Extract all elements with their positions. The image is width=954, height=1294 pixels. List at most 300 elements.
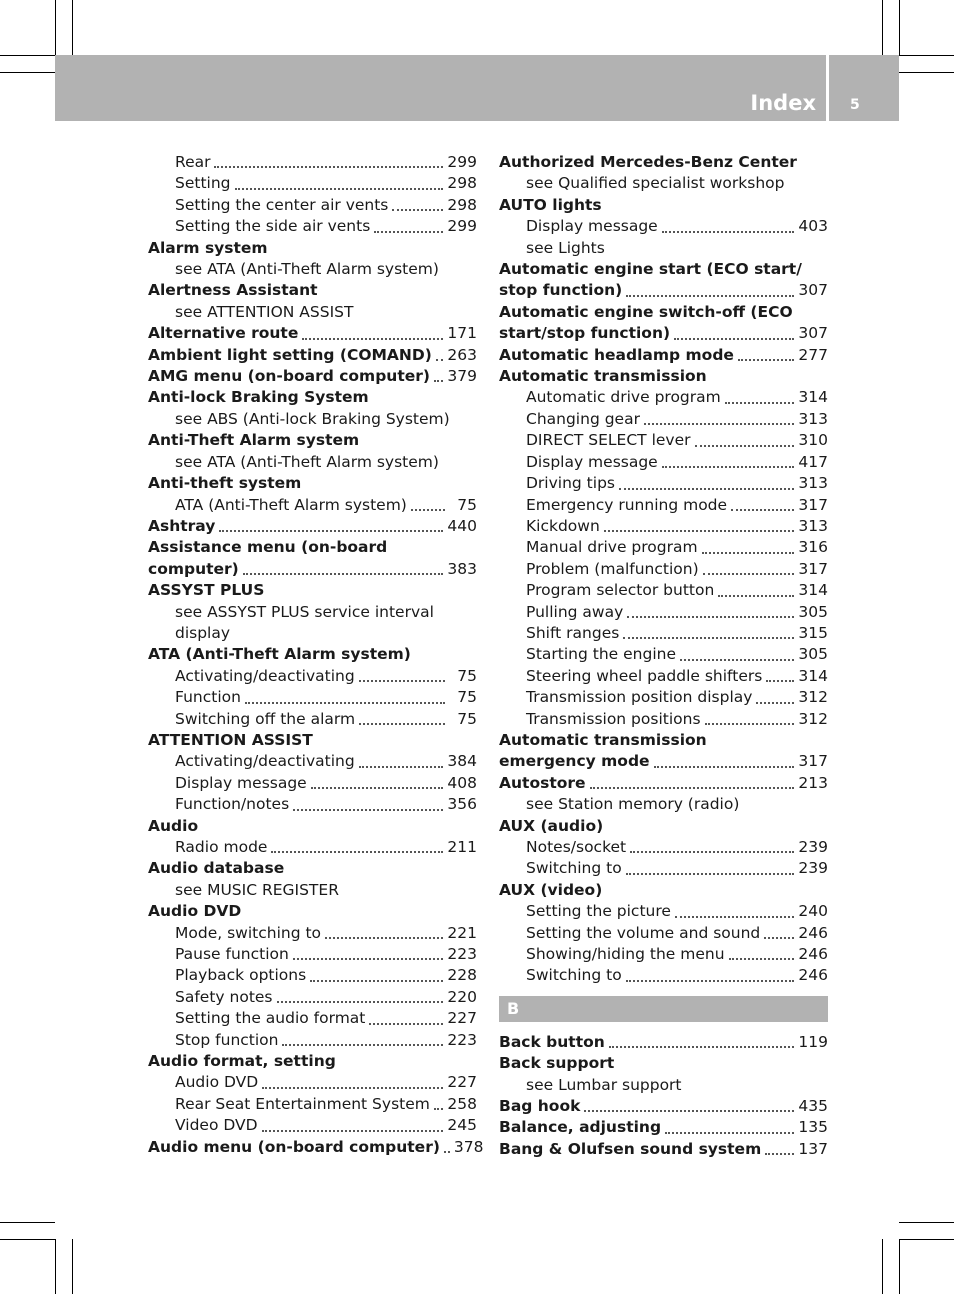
page-reference[interactable]: 246 <box>798 945 828 964</box>
crop-mark <box>0 55 55 56</box>
index-subentry <box>148 602 477 623</box>
entry-label: Display message <box>175 773 307 792</box>
page-reference[interactable]: 312 <box>798 688 828 707</box>
page-reference[interactable]: 307 <box>798 324 828 343</box>
page-reference[interactable]: 223 <box>447 1030 477 1049</box>
entry-label: see Qualified specialist workshop <box>526 174 785 193</box>
index-subentry[interactable] <box>499 623 828 644</box>
index-subentry[interactable] <box>499 901 828 922</box>
crop-mark <box>55 1239 56 1294</box>
index-subentry[interactable] <box>148 1030 477 1051</box>
page-reference[interactable]: 435 <box>798 1097 828 1116</box>
page-reference[interactable]: 245 <box>447 1116 477 1135</box>
entry-label: AMG menu (on-board computer) <box>148 367 430 386</box>
entry-label: Audio <box>148 816 199 835</box>
entry-label: Activating/deactivating <box>175 752 355 771</box>
index-subentry[interactable] <box>499 666 828 687</box>
entry-label: Alertness Assistant <box>148 281 318 300</box>
page-reference[interactable]: 356 <box>447 795 477 814</box>
index-entry[interactable] <box>499 280 828 301</box>
page-reference[interactable]: 305 <box>798 602 828 621</box>
dot-leader <box>310 980 443 982</box>
index-entry[interactable] <box>148 1137 484 1158</box>
index-subentry[interactable] <box>148 751 477 772</box>
section-header: B <box>499 996 828 1022</box>
dot-leader <box>325 937 443 939</box>
dot-leader <box>665 1132 794 1134</box>
page-reference[interactable]: 227 <box>447 1009 477 1028</box>
index-subentry[interactable] <box>148 1008 477 1029</box>
page-reference[interactable]: 298 <box>447 174 477 193</box>
dot-leader <box>434 1108 444 1110</box>
page-reference[interactable]: 314 <box>798 581 828 600</box>
page-reference[interactable]: 313 <box>798 516 828 535</box>
entry-label: see ASSYST PLUS service interval <box>175 602 434 621</box>
index-subentry[interactable] <box>148 195 477 216</box>
entry-label: Alternative route <box>148 324 299 343</box>
dot-leader <box>436 359 444 361</box>
page-title: Index <box>750 91 816 115</box>
page-reference[interactable]: 213 <box>798 773 828 792</box>
dot-leader <box>627 616 794 618</box>
index-subentry[interactable] <box>148 1094 477 1115</box>
entry-label: Mode, switching to <box>175 923 322 942</box>
entry-label: Video DVD <box>175 1116 258 1135</box>
index-subentry[interactable] <box>148 495 477 516</box>
index-subentry <box>499 1075 828 1096</box>
dot-leader <box>675 916 794 918</box>
entry-label: Automatic transmission <box>499 367 707 386</box>
dot-leader <box>703 573 795 575</box>
crop-mark <box>899 72 954 73</box>
entry-label: Ambient light setting (COMAND) <box>148 345 432 364</box>
entry-label: Display message <box>526 217 658 236</box>
page-reference[interactable]: 277 <box>798 345 828 364</box>
page-number: 5 <box>850 97 860 113</box>
index-entry <box>148 537 477 558</box>
dot-leader <box>764 937 794 939</box>
page-reference[interactable]: 137 <box>798 1139 828 1158</box>
crop-mark <box>899 1239 900 1294</box>
dot-leader <box>271 851 443 853</box>
entry-label: Setting the audio format <box>175 1009 366 1028</box>
entry-label: ATTENTION ASSIST <box>148 730 313 749</box>
index-entry <box>499 195 828 216</box>
page-reference[interactable]: 383 <box>447 559 477 578</box>
entry-label: Switching off the alarm <box>175 709 356 728</box>
crop-mark <box>0 1239 55 1240</box>
entry-label: Audio DVD <box>175 1073 259 1092</box>
index-subentry[interactable] <box>499 644 828 665</box>
index-entry <box>148 816 477 837</box>
entry-label: Switching to <box>526 859 622 878</box>
entry-label: Authorized Mercedes-Benz Center <box>499 153 797 171</box>
index-subentry[interactable] <box>148 794 477 815</box>
index-subentry[interactable] <box>148 173 477 194</box>
dot-leader <box>293 809 443 811</box>
index-subentry[interactable] <box>148 1115 477 1136</box>
page-reference[interactable]: 211 <box>447 838 477 856</box>
entry-label: Function <box>175 688 241 707</box>
page-reference[interactable]: 317 <box>798 752 828 771</box>
index-entry[interactable] <box>499 773 828 794</box>
index-entry[interactable] <box>148 366 477 387</box>
dot-leader <box>434 380 443 382</box>
page-reference[interactable]: 384 <box>447 752 477 771</box>
dot-leader <box>705 723 795 725</box>
page-reference[interactable]: 317 <box>798 559 828 578</box>
index-entry[interactable] <box>499 323 828 344</box>
page-reference[interactable]: 135 <box>798 1118 828 1137</box>
index-entry[interactable] <box>499 345 828 366</box>
index-entry <box>499 1053 828 1074</box>
page-reference[interactable]: 119 <box>798 1032 828 1051</box>
entry-label: Audio database <box>148 859 285 878</box>
entry-label: AUTO lights <box>499 195 602 214</box>
entry-label: ATA (Anti-Theft Alarm system) <box>175 495 407 514</box>
index-subentry[interactable] <box>148 773 477 794</box>
page-reference[interactable]: 313 <box>798 474 828 493</box>
entry-label: Shift ranges <box>526 623 620 642</box>
dot-leader <box>359 680 445 682</box>
entry-label: Showing/hiding the menu <box>526 945 725 964</box>
index-subentry[interactable] <box>499 965 828 986</box>
index-entry[interactable] <box>499 1096 828 1117</box>
index-subentry[interactable] <box>499 516 828 537</box>
entry-label: Rear Seat Entertainment System <box>175 1094 430 1113</box>
page-reference[interactable]: 263 <box>447 345 477 364</box>
index-subentry[interactable] <box>499 559 828 580</box>
page-reference[interactable]: 403 <box>798 217 828 236</box>
entry-label: Starting the engine <box>526 645 676 664</box>
entry-label: Driving tips <box>526 474 615 493</box>
index-subentry[interactable] <box>499 858 828 879</box>
entry-label: Anti-theft system <box>148 474 302 493</box>
page-reference[interactable]: 378 <box>453 1137 484 1156</box>
entry-label: Automatic transmission <box>499 730 707 749</box>
crop-mark <box>0 72 55 73</box>
entry-label: Balance, adjusting <box>499 1118 662 1137</box>
index-entry <box>499 816 828 837</box>
index-subentry[interactable] <box>148 965 477 986</box>
entry-label: Automatic engine start (ECO start/ <box>499 260 802 279</box>
dot-leader <box>262 1087 443 1089</box>
crop-mark <box>899 0 900 55</box>
entry-label: Manual drive program <box>526 538 698 557</box>
entry-label: Activating/deactivating <box>175 666 355 685</box>
header-divider <box>826 55 829 121</box>
entry-label: Pause function <box>175 945 289 964</box>
crop-mark <box>882 0 883 55</box>
index-subentry <box>148 259 477 280</box>
entry-label: Autostore <box>499 773 586 792</box>
index-subentry[interactable] <box>148 1072 477 1093</box>
entry-label: emergency mode <box>499 752 650 771</box>
index-subentry[interactable] <box>148 687 477 708</box>
crop-mark <box>899 1222 954 1223</box>
dot-leader <box>359 766 444 768</box>
entry-label: Automatic headlamp mode <box>499 345 734 364</box>
crop-mark <box>72 1239 73 1294</box>
index-entry <box>148 1051 477 1072</box>
index-entry[interactable] <box>148 516 477 537</box>
page-reference[interactable]: 312 <box>798 709 828 728</box>
index-subentry <box>499 794 828 815</box>
entry-label: Playback options <box>175 966 307 985</box>
entry-label: Safety notes <box>175 987 273 1006</box>
index-subentry[interactable] <box>499 430 828 451</box>
index-subentry[interactable] <box>148 837 477 858</box>
entry-label: Setting the volume and sound <box>526 923 761 942</box>
index-column-left <box>148 152 484 1158</box>
page-reference[interactable]: 317 <box>798 495 828 514</box>
index-entry <box>148 280 477 301</box>
entry-label: ASSYST PLUS <box>148 581 265 600</box>
index-subentry[interactable] <box>148 944 477 965</box>
dot-leader <box>411 509 445 511</box>
dot-leader <box>392 209 443 211</box>
index-subentry[interactable] <box>499 709 828 730</box>
dot-leader <box>729 958 795 960</box>
dot-leader <box>235 188 444 190</box>
dot-leader <box>444 1151 450 1153</box>
entry-label: Back button <box>499 1032 605 1051</box>
entry-label: Audio format, setting <box>148 1052 336 1071</box>
dot-leader <box>374 231 443 233</box>
page-reference[interactable]: 316 <box>798 538 828 557</box>
index-subentry[interactable] <box>148 216 477 237</box>
entry-label: Setting the side air vents <box>175 217 371 236</box>
index-entry <box>499 880 828 901</box>
dot-leader <box>214 166 443 168</box>
page-reference[interactable]: 307 <box>798 281 828 300</box>
index-entry <box>148 901 477 922</box>
dot-leader <box>662 231 795 233</box>
entry-label: Setting <box>175 174 231 193</box>
entry-label: Function/notes <box>175 795 290 814</box>
index-subentry[interactable] <box>499 944 828 965</box>
dot-leader <box>243 573 444 575</box>
index-entry <box>148 580 477 601</box>
index-subentry <box>148 409 477 430</box>
entry-label: Steering wheel paddle shifters <box>526 666 763 685</box>
entry-label: Emergency running mode <box>526 495 728 514</box>
entry-label: Problem (malfunction) <box>526 559 699 578</box>
page-reference[interactable]: 315 <box>798 623 828 642</box>
page-reference[interactable]: 227 <box>447 1073 477 1092</box>
page-reference[interactable]: 417 <box>798 452 828 471</box>
entry-label: see Lumbar support <box>526 1075 682 1094</box>
page-reference[interactable]: 298 <box>447 195 477 214</box>
dot-leader <box>623 637 794 639</box>
index-entry[interactable] <box>499 1117 828 1138</box>
index-entry <box>499 259 828 280</box>
dot-leader <box>262 1130 444 1132</box>
dot-leader <box>359 723 445 725</box>
page-reference[interactable]: 75 <box>457 666 477 685</box>
index-entry <box>499 152 828 173</box>
page-reference[interactable]: 310 <box>798 431 828 450</box>
entry-label: see ATA (Anti-Theft Alarm system) <box>175 260 439 279</box>
page-reference[interactable]: 314 <box>798 388 828 407</box>
index-subentry[interactable] <box>499 216 828 237</box>
page-reference[interactable]: 228 <box>447 966 477 985</box>
entry-label: Setting the center air vents <box>175 195 389 214</box>
dot-leader <box>277 1001 444 1003</box>
index-entry[interactable] <box>148 323 477 344</box>
page-reference[interactable]: 239 <box>798 838 828 856</box>
dot-leader <box>626 980 795 982</box>
dot-leader <box>245 702 445 704</box>
crop-mark <box>72 0 73 55</box>
dot-leader <box>766 680 794 682</box>
page-reference[interactable]: 379 <box>447 367 477 386</box>
page-reference[interactable]: 75 <box>457 709 477 728</box>
page-reference[interactable]: 220 <box>447 987 477 1006</box>
entry-label: stop function) <box>499 281 623 300</box>
entry-label: Ashtray <box>148 516 216 535</box>
index-entry[interactable] <box>148 345 477 366</box>
dot-leader <box>619 488 794 490</box>
page-reference[interactable]: 240 <box>798 902 828 921</box>
index-subentry[interactable] <box>499 687 828 708</box>
index-subentry[interactable] <box>499 409 828 430</box>
dot-leader <box>369 1023 443 1025</box>
page-reference[interactable]: 305 <box>798 645 828 664</box>
entry-label: Rear <box>175 153 211 171</box>
index-entry <box>148 430 477 451</box>
index-subentry[interactable] <box>148 709 477 730</box>
crop-mark <box>55 0 56 55</box>
page-reference[interactable]: 246 <box>798 923 828 942</box>
entry-label: DIRECT SELECT lever <box>526 431 691 450</box>
entry-label: Automatic engine switch-off (ECO <box>499 302 793 321</box>
page-reference[interactable]: 221 <box>447 923 477 942</box>
dot-leader <box>604 530 795 532</box>
index-subentry[interactable] <box>499 387 828 408</box>
dot-leader <box>282 1044 443 1046</box>
index-subentry[interactable] <box>499 495 828 516</box>
entry-label: Audio DVD <box>148 902 242 921</box>
page-reference[interactable]: 313 <box>798 409 828 428</box>
page-reference[interactable]: 171 <box>447 324 477 343</box>
index-subentry[interactable] <box>499 473 828 494</box>
index-subentry <box>148 623 477 644</box>
page-reference[interactable]: 408 <box>447 773 477 792</box>
dot-leader <box>662 466 795 468</box>
index-subentry[interactable] <box>499 923 828 944</box>
index-subentry[interactable] <box>499 452 828 473</box>
entry-label: Audio menu (on-board computer) <box>148 1137 440 1156</box>
page-reference[interactable]: 314 <box>798 666 828 685</box>
page-reference[interactable]: 239 <box>798 859 828 878</box>
entry-label: Bang & Olufsen sound system <box>499 1139 762 1158</box>
index-subentry[interactable] <box>148 923 477 944</box>
entry-label: AUX (audio) <box>499 816 604 835</box>
page-reference[interactable]: 299 <box>447 153 477 171</box>
entry-label: Switching to <box>526 966 622 985</box>
index-entry[interactable] <box>499 751 828 772</box>
dot-leader <box>702 552 795 554</box>
index-subentry[interactable] <box>499 837 828 858</box>
entry-label: see Station memory (radio) <box>526 795 740 814</box>
index-entry[interactable] <box>148 559 477 580</box>
entry-label: Bag hook <box>499 1097 581 1116</box>
index-subentry <box>148 302 477 323</box>
index-subentry[interactable] <box>148 987 477 1008</box>
index-subentry[interactable] <box>499 580 828 601</box>
entry-label: start/stop function) <box>499 324 671 343</box>
entry-label: Anti-lock Braking System <box>148 388 369 407</box>
entry-label: Alarm system <box>148 238 268 257</box>
dot-leader <box>219 530 443 532</box>
index-subentry <box>499 173 828 194</box>
index-entry <box>148 238 477 259</box>
page-reference[interactable]: 246 <box>798 966 828 985</box>
dot-leader <box>738 359 794 361</box>
index-subentry[interactable] <box>148 152 477 173</box>
index-entry <box>148 644 477 665</box>
index-entry <box>148 730 477 751</box>
entry-label: Anti-Theft Alarm system <box>148 431 360 450</box>
dot-leader <box>302 338 443 340</box>
entry-label: Transmission positions <box>526 709 701 728</box>
dot-leader <box>609 1046 795 1048</box>
entry-label: Stop function <box>175 1030 279 1049</box>
dot-leader <box>674 338 794 340</box>
entry-label: ATA (Anti-Theft Alarm system) <box>148 645 411 664</box>
dot-leader <box>756 702 794 704</box>
index-entry <box>148 858 477 879</box>
page-reference[interactable]: 75 <box>457 495 477 514</box>
entry-label: Automatic drive program <box>526 388 721 407</box>
entry-label: see Lights <box>526 238 605 257</box>
page-reference[interactable]: 299 <box>447 217 477 236</box>
index-subentry[interactable] <box>499 537 828 558</box>
index-subentry <box>148 880 477 901</box>
entry-label: Changing gear <box>526 409 640 428</box>
index-entry[interactable] <box>499 1139 828 1160</box>
entry-label: see MUSIC REGISTER <box>175 880 339 899</box>
dot-leader <box>644 423 794 425</box>
page-reference[interactable]: 223 <box>447 945 477 964</box>
dot-leader <box>311 787 444 789</box>
index-column-right <box>499 152 828 1160</box>
index-entry[interactable] <box>499 1032 828 1053</box>
dot-leader <box>630 851 794 853</box>
entry-label: Assistance menu (on-board <box>148 538 388 557</box>
entry-label: see ATA (Anti-Theft Alarm system) <box>175 452 439 471</box>
entry-label: computer) <box>148 559 239 578</box>
entry-label: Setting the picture <box>526 902 671 921</box>
entry-label: see ATTENTION ASSIST <box>175 302 354 321</box>
index-subentry[interactable] <box>499 602 828 623</box>
entry-label: Radio mode <box>175 838 268 856</box>
entry-label: Transmission position display <box>526 688 753 707</box>
dot-leader <box>293 958 444 960</box>
dot-leader <box>680 659 794 661</box>
dot-leader <box>584 1110 794 1112</box>
page-reference[interactable]: 440 <box>447 516 477 535</box>
page-reference[interactable]: 258 <box>447 1094 477 1113</box>
page-reference[interactable]: 75 <box>457 688 477 707</box>
entry-label: display <box>175 623 231 642</box>
index-subentry[interactable] <box>148 666 477 687</box>
dot-leader <box>718 595 794 597</box>
entry-label: Notes/socket <box>526 838 627 856</box>
dot-leader <box>695 445 795 447</box>
index-entry <box>148 473 477 494</box>
